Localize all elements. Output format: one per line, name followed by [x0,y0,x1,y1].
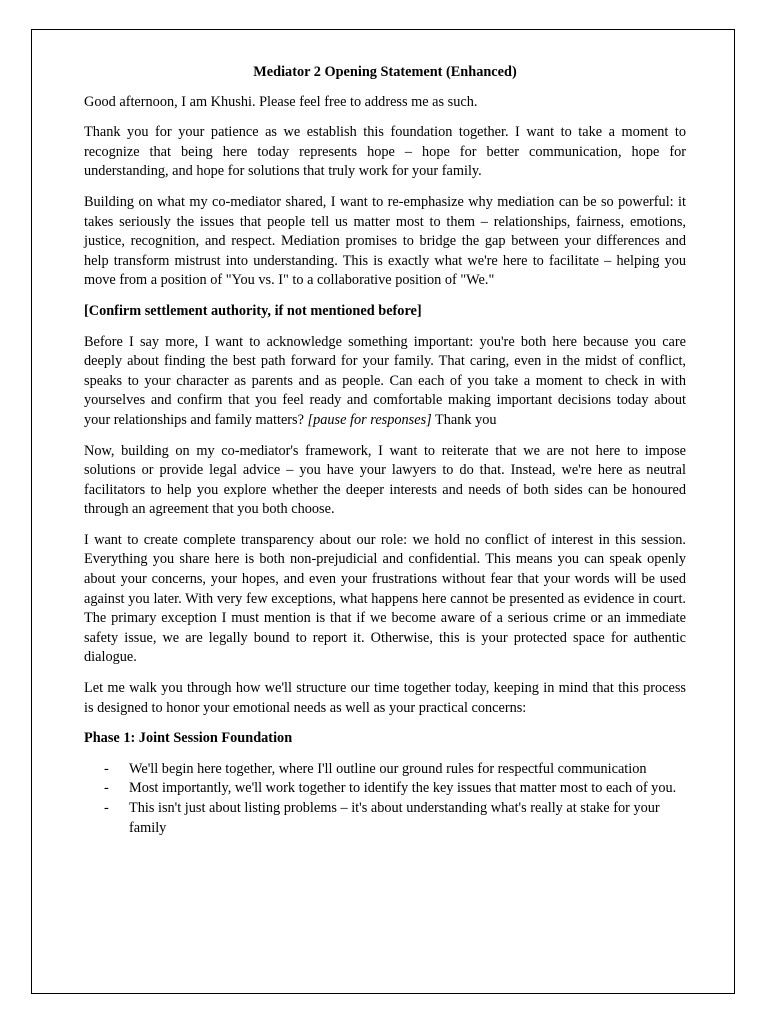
list-item [84,760,686,780]
dash-bullet: - [104,800,109,816]
list-item-text: This isn't just about listing problems – it's about understanding what's really at stake for your family [129,800,660,836]
phase1-heading: Phase 1: Joint Session Foundation [84,730,293,747]
building-paragraph: Building on what my co-mediator shared, I want to re-emphasize why mediation can be so powerful: it takes seriously the issues that people tell us matter most to them – relationships, fairness, emotions, justice, recognition, and respect. Mediation promises to bridge the gap between your differences and help transform mistrust into understanding. This is exactly what we're here to facilitate – helping you move from a position of "You vs. I" to a collaborative position of "We." [84,193,686,289]
document-body [84,63,686,838]
phase1-list [84,760,686,838]
structure-paragraph: Let me walk you through how we'll structure our time together today, keeping in mind that this process is designed to honor your emotional needs as well as your practical concerns: [84,680,686,716]
acknowledge-text: Before I say more, I want to acknowledge something important: you're both here because you care deeply about finding the best path forward for your family. That caring, even in the midst of conflict, speaks to your character as parents and as people. Can each of you take a moment to check in with yourselves and confirm that you feel ready and comfortable making important decisions today about your relationships and family matters? [84,333,686,428]
dash-bullet: - [104,760,109,777]
list-item-text: Most importantly, we'll work together to identify the key issues that matter most to each of you. [129,780,677,797]
list-item-text: We'll begin here together, where I'll outline our ground rules for respectful communication [129,760,647,777]
transparency-paragraph: I want to create complete transparency about our role: we hold no conflict of interest in this session. Everything you share here is both non-prejudicial and confidential. This means you can speak openly about your concerns, your hopes, and even your frustrations without fear that your words will be used against you later. With very few exceptions, what happens here cannot be presented as evidence in court. The primary exception I must mention is that if we become aware of a serious crime or an immediate safety issue, we are legally bound to report it. Otherwise, this is your protected space for authentic dialogue. [84,531,686,666]
acknowledge-paragraph [84,333,686,431]
pause-note: [pause for responses] [307,411,432,428]
dash-bullet: - [104,780,109,797]
thanks-paragraph: Thank you for your patience as we establish this foundation together. I want to take a moment to recognize that being here today represents hope – hope for better communication, hope for understanding, and hope for solutions that truly work for your family. [84,124,686,180]
greeting-paragraph: Good afternoon, I am Khushi. Please feel free to address me as such. [84,93,478,110]
document-title: Mediator 2 Opening Statement (Enhanced) [253,64,517,80]
list-item [84,779,686,799]
list-item [84,799,686,838]
acknowledge-thanks: Thank you [431,411,497,428]
document-page [31,29,735,994]
confirm-authority-heading: [Confirm settlement authority, if not mentioned before] [84,302,422,319]
framework-paragraph: Now, building on my co-mediator's framework, I want to reiterate that we are not here to impose solutions or provide legal advice – you have your lawyers to do that. Instead, we're here as neutral facilitators to help you explore whether the deeper interests and needs of both sides can be honoured through an agreement that you both choose. [84,442,686,518]
